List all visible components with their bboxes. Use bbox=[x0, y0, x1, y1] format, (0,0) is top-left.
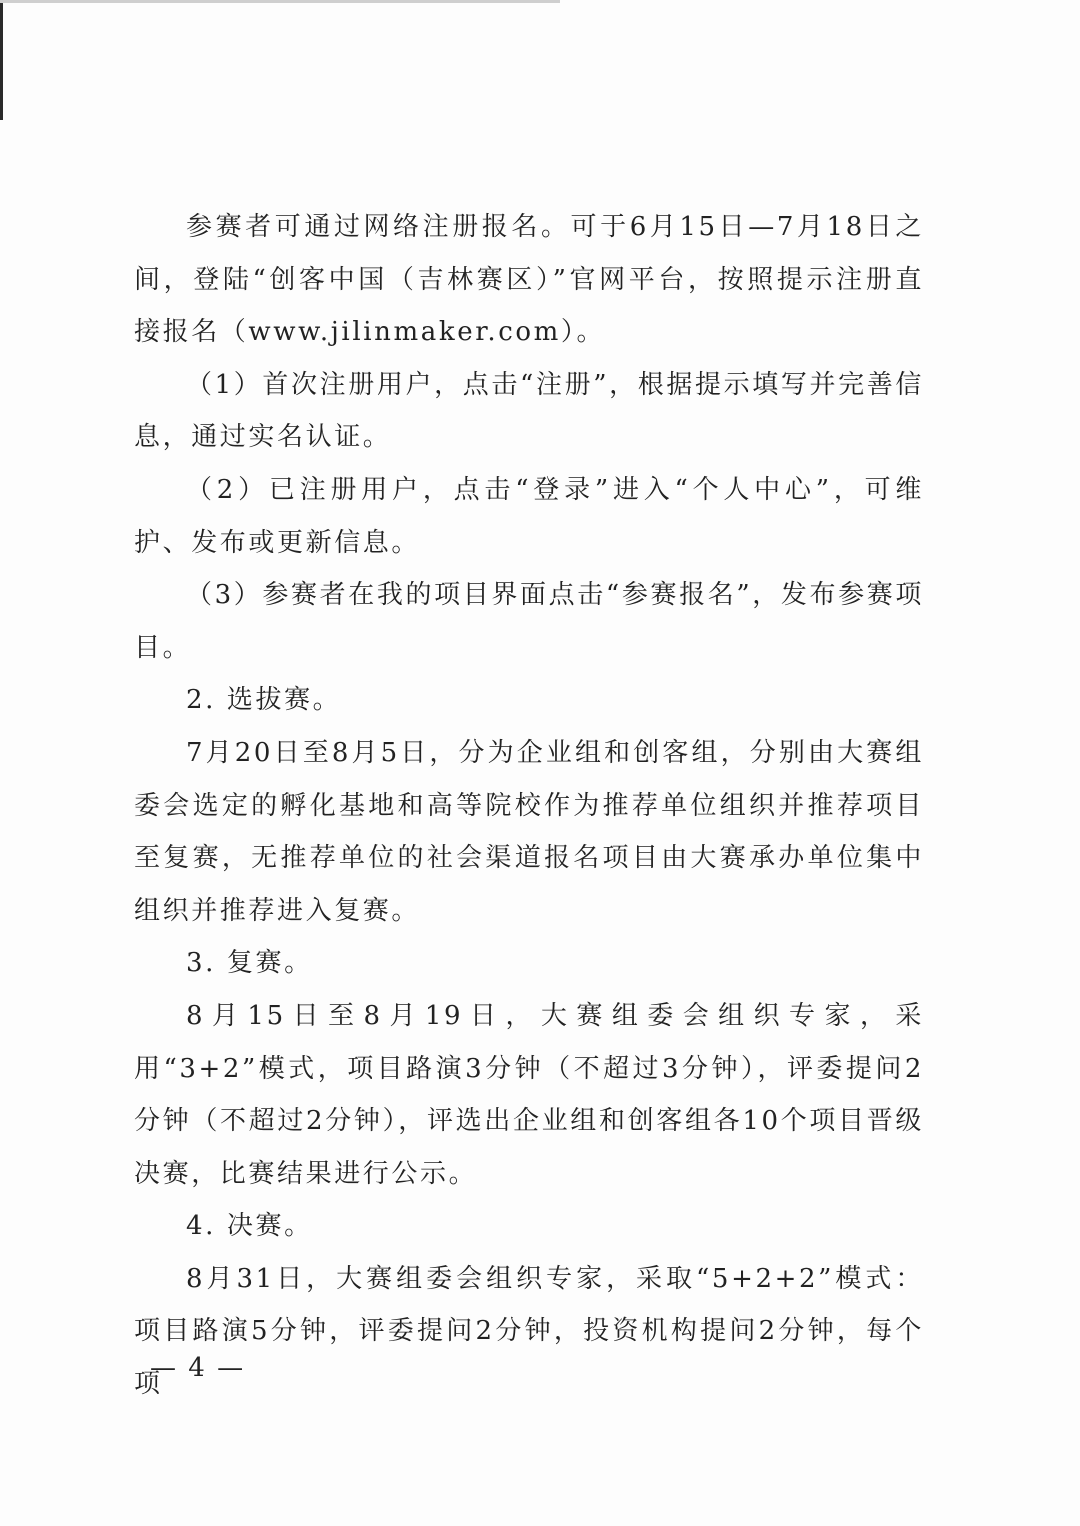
paragraph-step-3: （3）参赛者在我的项目界面点击“参赛报名”，发布参赛项目。 bbox=[134, 580, 924, 663]
body-text bbox=[134, 201, 924, 1411]
heading-final: 4. 决赛。 bbox=[186, 1211, 313, 1242]
paragraph-final: 8月31日，大赛组委会组织专家，采取“5+2+2”模式：项目路演5分钟，评委提问2分钟，投资机构提问2分钟，每个项 bbox=[134, 1263, 924, 1400]
paragraph-step-1: （1）首次注册用户，点击“注册”，根据提示填写并完善信息，通过实名认证。 bbox=[134, 369, 924, 453]
scan-edge-mark bbox=[0, 0, 3, 120]
paragraph-semifinal: 8月15日至8月19日，大赛组委会组织专家，采用“3+2”模式，项目路演3分钟（不超过3分钟），评委提问2分钟（不超过2分钟），评选出企业组和创客组各10个项目晋级决赛，比赛结果进行公示。 bbox=[134, 1000, 924, 1189]
paragraph-selection: 7月20日至8月5日，分为企业组和创客组，分别由大赛组委会选定的孵化基地和高等院校作为推荐单位组织并推荐项目至复赛，无推荐单位的社会渠道报名项目由大赛承办单位集中组织并推荐进入复赛。 bbox=[134, 737, 924, 926]
heading-semifinal: 3. 复赛。 bbox=[186, 948, 313, 979]
scan-top-mark bbox=[0, 0, 560, 3]
heading-selection: 2. 选拔赛。 bbox=[186, 685, 342, 716]
paragraph-step-2: （2）已注册用户，点击“登录”进入“个人中心”，可维护、发布或更新信息。 bbox=[134, 474, 924, 558]
page-number: — 4 — bbox=[150, 1353, 246, 1383]
paragraph-registration: 参赛者可通过网络注册报名。可于6月15日—7月18日之间，登陆“创客中国（吉林赛区）”官网平台，按照提示注册直接报名（www.jilinmaker.com）。 bbox=[134, 212, 924, 348]
